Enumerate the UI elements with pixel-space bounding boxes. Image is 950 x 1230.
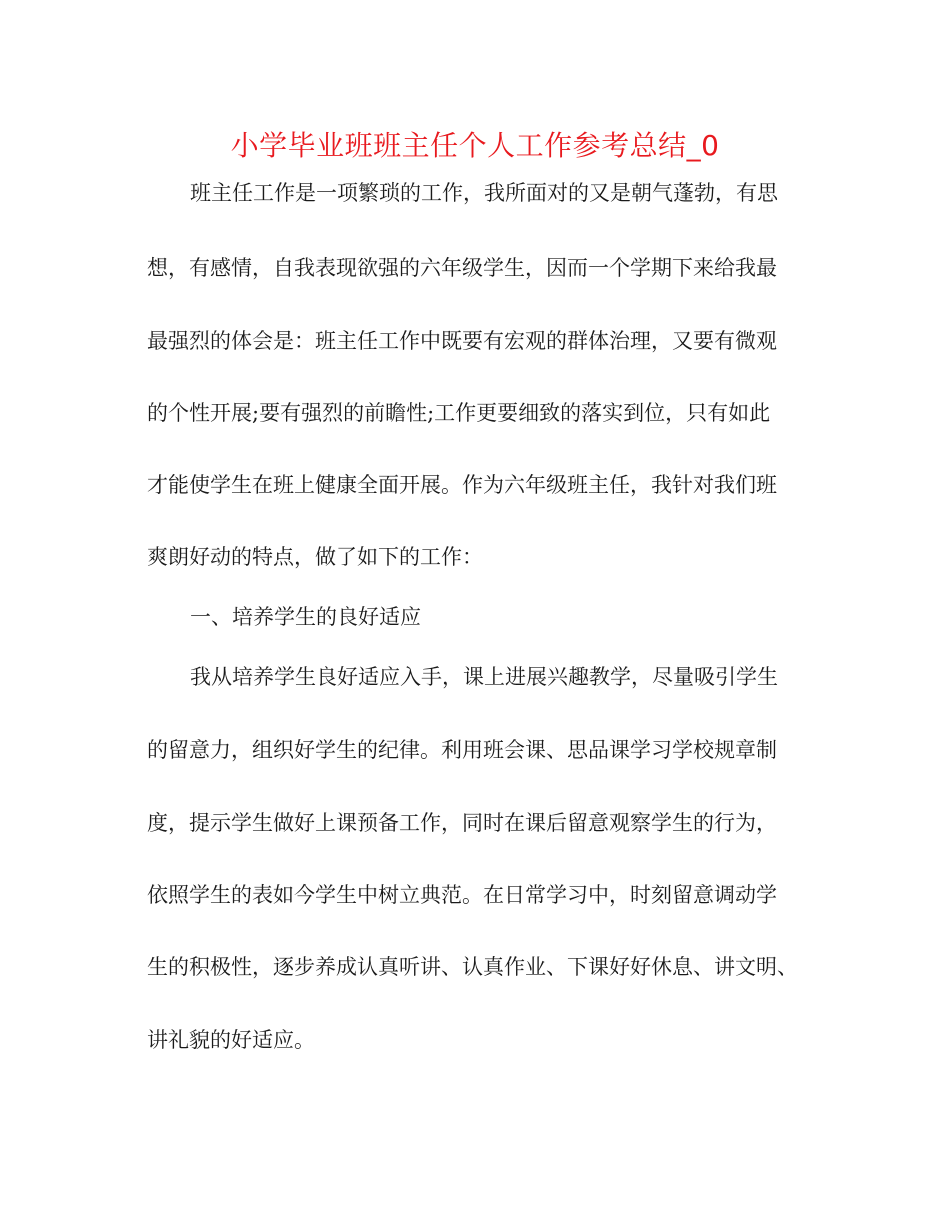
paragraph-line: 生的积极性，逐步养成认真听讲、认真作业、下课好好休息、讲文明、 [147, 955, 798, 979]
paragraph-line: 想，有感情，自我表现欲强的六年级学生，因而一个学期下来给我最 [147, 256, 777, 280]
paragraph-line: 的留意力，组织好学生的纪律。利用班会课、思品课学习学校规章制 [147, 738, 777, 762]
paragraph-line: 最强烈的体会是：班主任工作中既要有宏观的群体治理，又要有微观 [147, 329, 777, 353]
document-title: 小学毕业班班主任个人工作参考总结_0 [230, 129, 720, 162]
paragraph-line: 度，提示学生做好上课预备工作，同时在课后留意观察学生的行为， [147, 811, 777, 835]
paragraph-line: 我从培养学生良好适应入手，课上进展兴趣教学，尽量吸引学生 [190, 665, 778, 689]
section-heading: 一、培养学生的良好适应 [190, 605, 421, 629]
paragraph-line: 讲礼貌的好适应。 [147, 1028, 315, 1052]
paragraph-line: 依照学生的表如今学生中树立典范。在日常学习中，时刻留意调动学 [147, 883, 777, 907]
paragraph-line: 的个性开展;要有强烈的前瞻性;工作更要细致的落实到位，只有如此 [147, 401, 771, 425]
paragraph-line: 爽朗好动的特点，做了如下的工作： [147, 545, 483, 569]
paragraph-line: 班主任工作是一项繁琐的工作，我所面对的又是朝气蓬勃，有思 [190, 181, 778, 205]
paragraph-line: 才能使学生在班上健康全面开展。作为六年级班主任，我针对我们班 [147, 473, 777, 497]
